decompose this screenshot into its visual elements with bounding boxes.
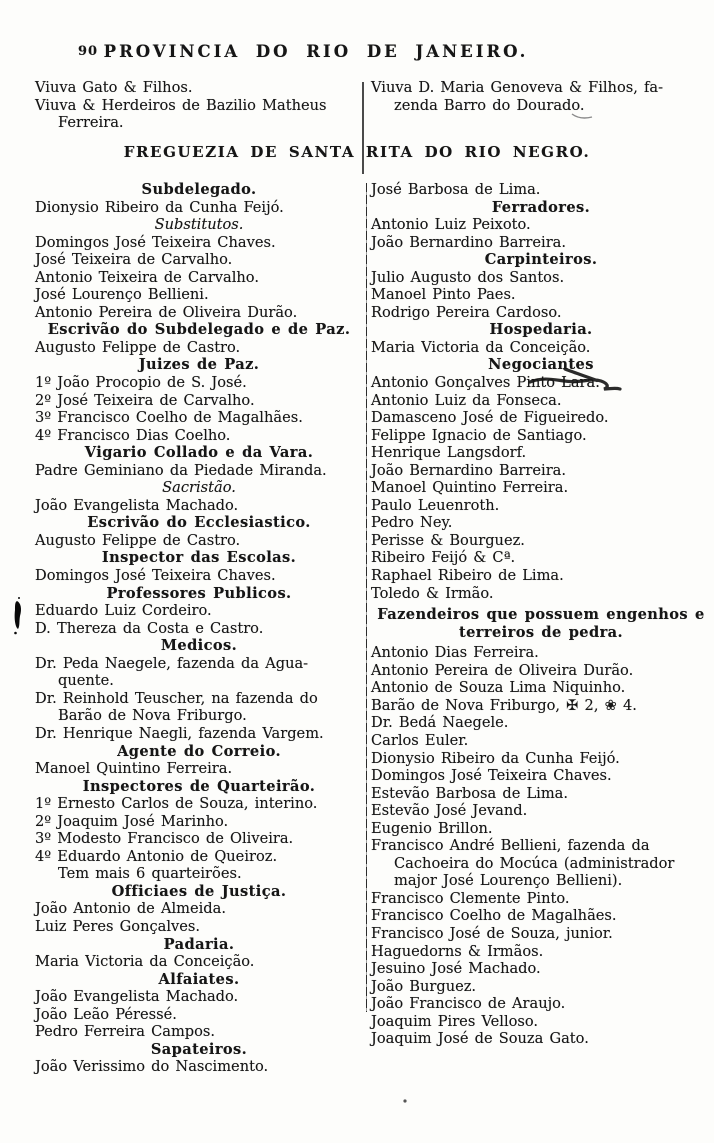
directory-entry: Cachoeira do Mocúca (administrador bbox=[394, 854, 675, 872]
directory-entry: Estevão Barbosa de Lima. bbox=[371, 784, 569, 802]
column-divider-rule bbox=[366, 183, 367, 1012]
directory-entry: 4º Eduardo Antonio de Queiroz. bbox=[35, 847, 278, 865]
directory-entry: Antonio Pereira de Oliveira Durão. bbox=[371, 661, 634, 679]
directory-entry: Dionysio Ribeiro da Cunha Feijó. bbox=[371, 749, 620, 767]
category-heading: Subdelegado. bbox=[141, 181, 257, 198]
directory-entry: 2º Joaquim José Marinho. bbox=[35, 812, 229, 830]
directory-entry: João Burguez. bbox=[371, 977, 477, 995]
directory-entry: Francisco André Bellieni, fazenda da bbox=[371, 837, 650, 855]
category-heading: Fazendeiros que possuem engenhos e bbox=[377, 606, 705, 624]
directory-entry: João Bernardino Barreira. bbox=[371, 233, 567, 251]
top-entries-left bbox=[35, 79, 359, 132]
directory-entry: Paulo Leuenroth. bbox=[371, 496, 500, 514]
category-heading: Juizes de Paz. bbox=[138, 356, 260, 374]
category-heading: Alfaiates. bbox=[158, 970, 240, 988]
directory-entry: Luiz Peres Gonçalves. bbox=[35, 917, 201, 935]
category-heading: Negociantes bbox=[488, 356, 594, 374]
directory-entry: Francisco José de Souza, junior. bbox=[371, 924, 613, 942]
directory-entry: Francisco Coelho de Magalhães. bbox=[371, 907, 617, 925]
category-heading: Padaria. bbox=[163, 935, 235, 953]
directory-entry: João Leão Péressé. bbox=[35, 1005, 177, 1023]
directory-entry: quente. bbox=[58, 672, 114, 690]
directory-entry: Pedro Ney. bbox=[371, 514, 453, 532]
directory-entry: Maria Victoria da Conceição. bbox=[35, 953, 255, 971]
ink-blot-icon bbox=[14, 597, 21, 634]
directory-entry: Ferreira. bbox=[58, 114, 124, 132]
directory-entry: Barão de Nova Friburgo, ✠ 2, ❀ 4. bbox=[371, 696, 637, 714]
directory-entry: Dionysio Ribeiro da Cunha Feijó. bbox=[35, 198, 284, 216]
category-heading: Agente do Correio. bbox=[117, 742, 281, 760]
category-heading: Escrivão do Subdelegado e de Paz. bbox=[47, 321, 351, 339]
directory-entry: Joaquim José de Souza Gato. bbox=[371, 1030, 589, 1048]
directory-entry: Eugenio Brillon. bbox=[371, 819, 493, 837]
directory-entry: Antonio Teixeira de Carvalho. bbox=[35, 268, 259, 286]
directory-entry: João Evangelista Machado. bbox=[35, 496, 239, 514]
directory-entry: Eduardo Luiz Cordeiro. bbox=[35, 602, 212, 620]
directory-entry: Francisco Clemente Pinto. bbox=[371, 889, 570, 907]
directory-entry: Domingos José Teixeira Chaves. bbox=[35, 233, 276, 251]
category-heading: Officiaes de Justiça. bbox=[111, 882, 287, 900]
stray-mark bbox=[572, 114, 592, 118]
directory-entry: Antonio Pereira de Oliveira Durão. bbox=[35, 303, 298, 321]
directory-entry: Dr. Reinhold Teuscher, na fazenda do bbox=[35, 689, 318, 707]
directory-entry: 3º Francisco Coelho de Magalhães. bbox=[35, 409, 303, 427]
directory-entry: zenda Barro do Dourado. bbox=[394, 96, 585, 114]
directory-entry: Viuva & Herdeiros de Bazilio Matheus bbox=[35, 96, 327, 114]
directory-right-column bbox=[371, 181, 711, 1048]
category-heading: Sapateiros. bbox=[150, 1040, 248, 1058]
category-heading: Professores Publicos. bbox=[106, 584, 292, 602]
directory-entry: 3º Modesto Francisco de Oliveira. bbox=[35, 830, 294, 848]
category-subheading: Substitutos. bbox=[154, 216, 244, 234]
directory-entry: Padre Geminiano da Piedade Miranda. bbox=[35, 461, 327, 479]
directory-entry: Dr. Henrique Naegli, fazenda Vargem. bbox=[35, 724, 324, 742]
directory-entry: Rodrigo Pereira Cardoso. bbox=[371, 303, 562, 321]
directory-entry: João Francisco de Araujo. bbox=[371, 995, 566, 1013]
directory-entry: Dr. Bedá Naegele. bbox=[371, 714, 509, 732]
directory-entry: 1º Ernesto Carlos de Souza, interino. bbox=[35, 795, 318, 813]
directory-entry: Damasceno José de Figueiredo. bbox=[371, 409, 609, 427]
directory-entry: João Antonio de Almeida. bbox=[35, 900, 226, 918]
directory-entry: Viuva Gato & Filhos. bbox=[35, 79, 193, 96]
running-title: PROVINCIA DO RIO DE JANEIRO. bbox=[103, 42, 529, 61]
directory-entry: Carlos Euler. bbox=[371, 731, 469, 749]
directory-entry: Domingos José Teixeira Chaves. bbox=[35, 567, 276, 585]
category-subheading: Sacristão. bbox=[162, 479, 236, 497]
category-heading: Hospedaria. bbox=[489, 321, 593, 339]
directory-entry: João Verissimo do Nascimento. bbox=[35, 1058, 269, 1076]
directory-entry: Antonio Dias Ferreira. bbox=[371, 644, 539, 662]
category-heading: Carpinteiros. bbox=[484, 251, 598, 269]
directory-entry: Domingos José Teixeira Chaves. bbox=[371, 767, 612, 785]
directory-entry: José Barbosa de Lima. bbox=[371, 181, 541, 198]
directory-entry: Augusto Felippe de Castro. bbox=[35, 531, 241, 549]
directory-entry: D. Thereza da Costa e Castro. bbox=[35, 619, 264, 637]
directory-entry: João Evangelista Machado. bbox=[35, 988, 239, 1006]
directory-entry: Henrique Langsdorf. bbox=[371, 444, 527, 462]
directory-entry: Julio Augusto dos Santos. bbox=[371, 268, 565, 286]
directory-entry: João Bernardino Barreira. bbox=[371, 461, 567, 479]
directory-entry: Ribeiro Feijó & Cª. bbox=[371, 549, 516, 567]
directory-entry: Barão de Nova Friburgo. bbox=[58, 707, 247, 725]
directory-entry: Haguedorns & Irmãos. bbox=[371, 942, 544, 960]
directory-entry: Tem mais 6 quarteirões. bbox=[58, 865, 242, 883]
directory-entry: José Teixeira de Carvalho. bbox=[35, 251, 233, 269]
category-heading: Medicos. bbox=[160, 637, 238, 655]
category-heading: Ferradores. bbox=[491, 198, 591, 216]
directory-entry: José Lourenço Bellieni. bbox=[35, 286, 209, 304]
directory-entry: Manoel Quintino Ferreira. bbox=[35, 760, 233, 778]
directory-entry: Augusto Felippe de Castro. bbox=[35, 338, 241, 356]
stray-dot bbox=[403, 1099, 406, 1102]
directory-entry: Antonio Luiz Peixoto. bbox=[371, 216, 531, 234]
directory-entry: Joaquim Pires Velloso. bbox=[371, 1012, 539, 1030]
directory-entry: major José Lourenço Bellieni). bbox=[394, 872, 623, 890]
directory-entry: 4º Francisco Dias Coelho. bbox=[35, 426, 231, 444]
directory-entry: Felippe Ignacio de Santiago. bbox=[371, 426, 587, 444]
directory-entry: 1º João Procopio de S. José. bbox=[35, 374, 247, 392]
category-heading: terreiros de pedra. bbox=[458, 623, 624, 641]
directory-entry: Antonio de Souza Lima Niquinho. bbox=[371, 679, 626, 697]
directory-entry: Toledo & Irmão. bbox=[371, 584, 494, 602]
category-heading: Inspector das Escolas. bbox=[101, 549, 297, 567]
directory-left-column bbox=[35, 181, 363, 1076]
directory-entry: Jesuino José Machado. bbox=[371, 960, 541, 978]
directory-entry: Antonio Luiz da Fonseca. bbox=[371, 391, 562, 409]
directory-entry: Manoel Quintino Ferreira. bbox=[371, 479, 569, 497]
directory-entry: Perisse & Bourguez. bbox=[371, 531, 525, 549]
category-heading: Escrivão do Ecclesiastico. bbox=[87, 514, 311, 532]
top-entries-right bbox=[371, 79, 706, 114]
directory-entry: 2º José Teixeira de Carvalho. bbox=[35, 391, 255, 409]
directory-entry: Pedro Ferreira Campos. bbox=[35, 1023, 216, 1041]
directory-entry: Viuva D. Maria Genoveva & Filhos, fa- bbox=[371, 79, 664, 96]
directory-entry: Estevão José Jevand. bbox=[371, 802, 528, 820]
page-number: 90 bbox=[78, 44, 99, 59]
directory-entry: Maria Victoria da Conceição. bbox=[371, 338, 591, 356]
directory-entry: Antonio Gonçalves Pinto Lara. bbox=[371, 374, 600, 392]
directory-entry: Raphael Ribeiro de Lima. bbox=[371, 567, 564, 585]
category-heading: Inspectores de Quarteirão. bbox=[82, 777, 316, 795]
section-title: FREGUEZIA DE SANTA RITA DO RIO NEGRO. bbox=[123, 143, 591, 161]
directory-entry: Manoel Pinto Paes. bbox=[371, 286, 516, 304]
directory-entry: Dr. Peda Naegele, fazenda da Agua- bbox=[35, 654, 309, 672]
category-heading: Vigario Collado e da Vara. bbox=[84, 444, 314, 462]
